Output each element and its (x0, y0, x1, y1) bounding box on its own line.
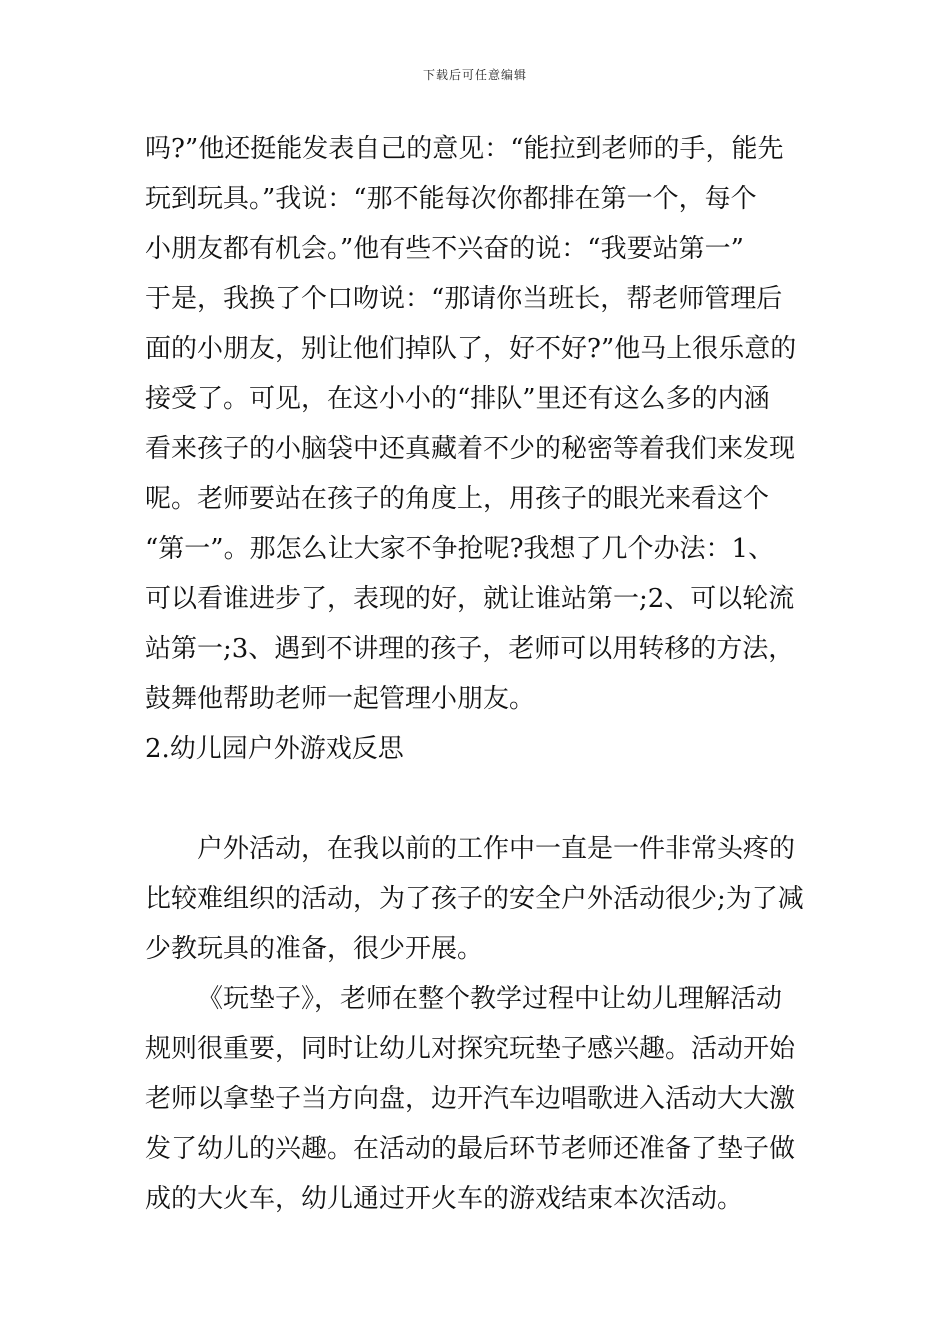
text-line: 接受了。可见，在这小小的“排队”里还有这么多的内涵 (145, 384, 770, 414)
text-line: 规则很重要，同时让幼儿对探究玩垫子感兴趣。活动开始 (145, 1034, 796, 1064)
text-line: 可以看谁进步了，表现的好，就让谁站第一;2、可以轮流 (145, 584, 795, 614)
text-line: 成的大火车，幼儿通过开火车的游戏结束本次活动。 (145, 1184, 744, 1214)
text-line: 鼓舞他帮助老师一起管理小朋友。 (145, 684, 536, 714)
text-line: “第一”。那怎么让大家不争抢呢?我想了几个办法：1、 (145, 534, 775, 564)
text-line: 面的小朋友，别让他们掉队了，好不好?”他马上很乐意的 (145, 334, 797, 364)
text-line: 比较难组织的活动，为了孩子的安全户外活动很少;为了减 (145, 884, 804, 914)
text-line: 户外活动，在我以前的工作中一直是一件非常头疼的 (197, 834, 796, 864)
text-line: 吗?”他还挺能发表自己的意见：“能拉到老师的手，能先 (145, 134, 784, 164)
text-line: 少教玩具的准备，很少开展。 (145, 934, 484, 964)
text-line: 老师以拿垫子当方向盘，边开汽车边唱歌进入活动大大激 (145, 1084, 796, 1114)
text-line: 《玩垫子》，老师在整个教学过程中让幼儿理解活动 (197, 984, 783, 1014)
text-line: 站第一;3、遇到不讲理的孩子，老师可以用转移的方法， (145, 634, 795, 664)
page-header: 下载后可任意编辑 (422, 68, 527, 82)
text-line: 于是，我换了个口吻说：“那请你当班长，帮老师管理后 (145, 284, 783, 314)
text-line: 发了幼儿的兴趣。在活动的最后环节老师还准备了垫子做 (145, 1134, 796, 1164)
text-line: 呢。老师要站在孩子的角度上，用孩子的眼光来看这个 (145, 484, 770, 514)
text-line: 小朋友都有机会。”他有些不兴奋的说：“我要站第一” (145, 234, 744, 264)
text-line: 玩到玩具。”我说：“那不能每次你都排在第一个，每个 (145, 184, 757, 214)
text-line: 看来孩子的小脑袋中还真藏着不少的秘密等着我们来发现 (145, 434, 796, 464)
section-heading: 2.幼儿园户外游戏反思 (145, 734, 404, 764)
